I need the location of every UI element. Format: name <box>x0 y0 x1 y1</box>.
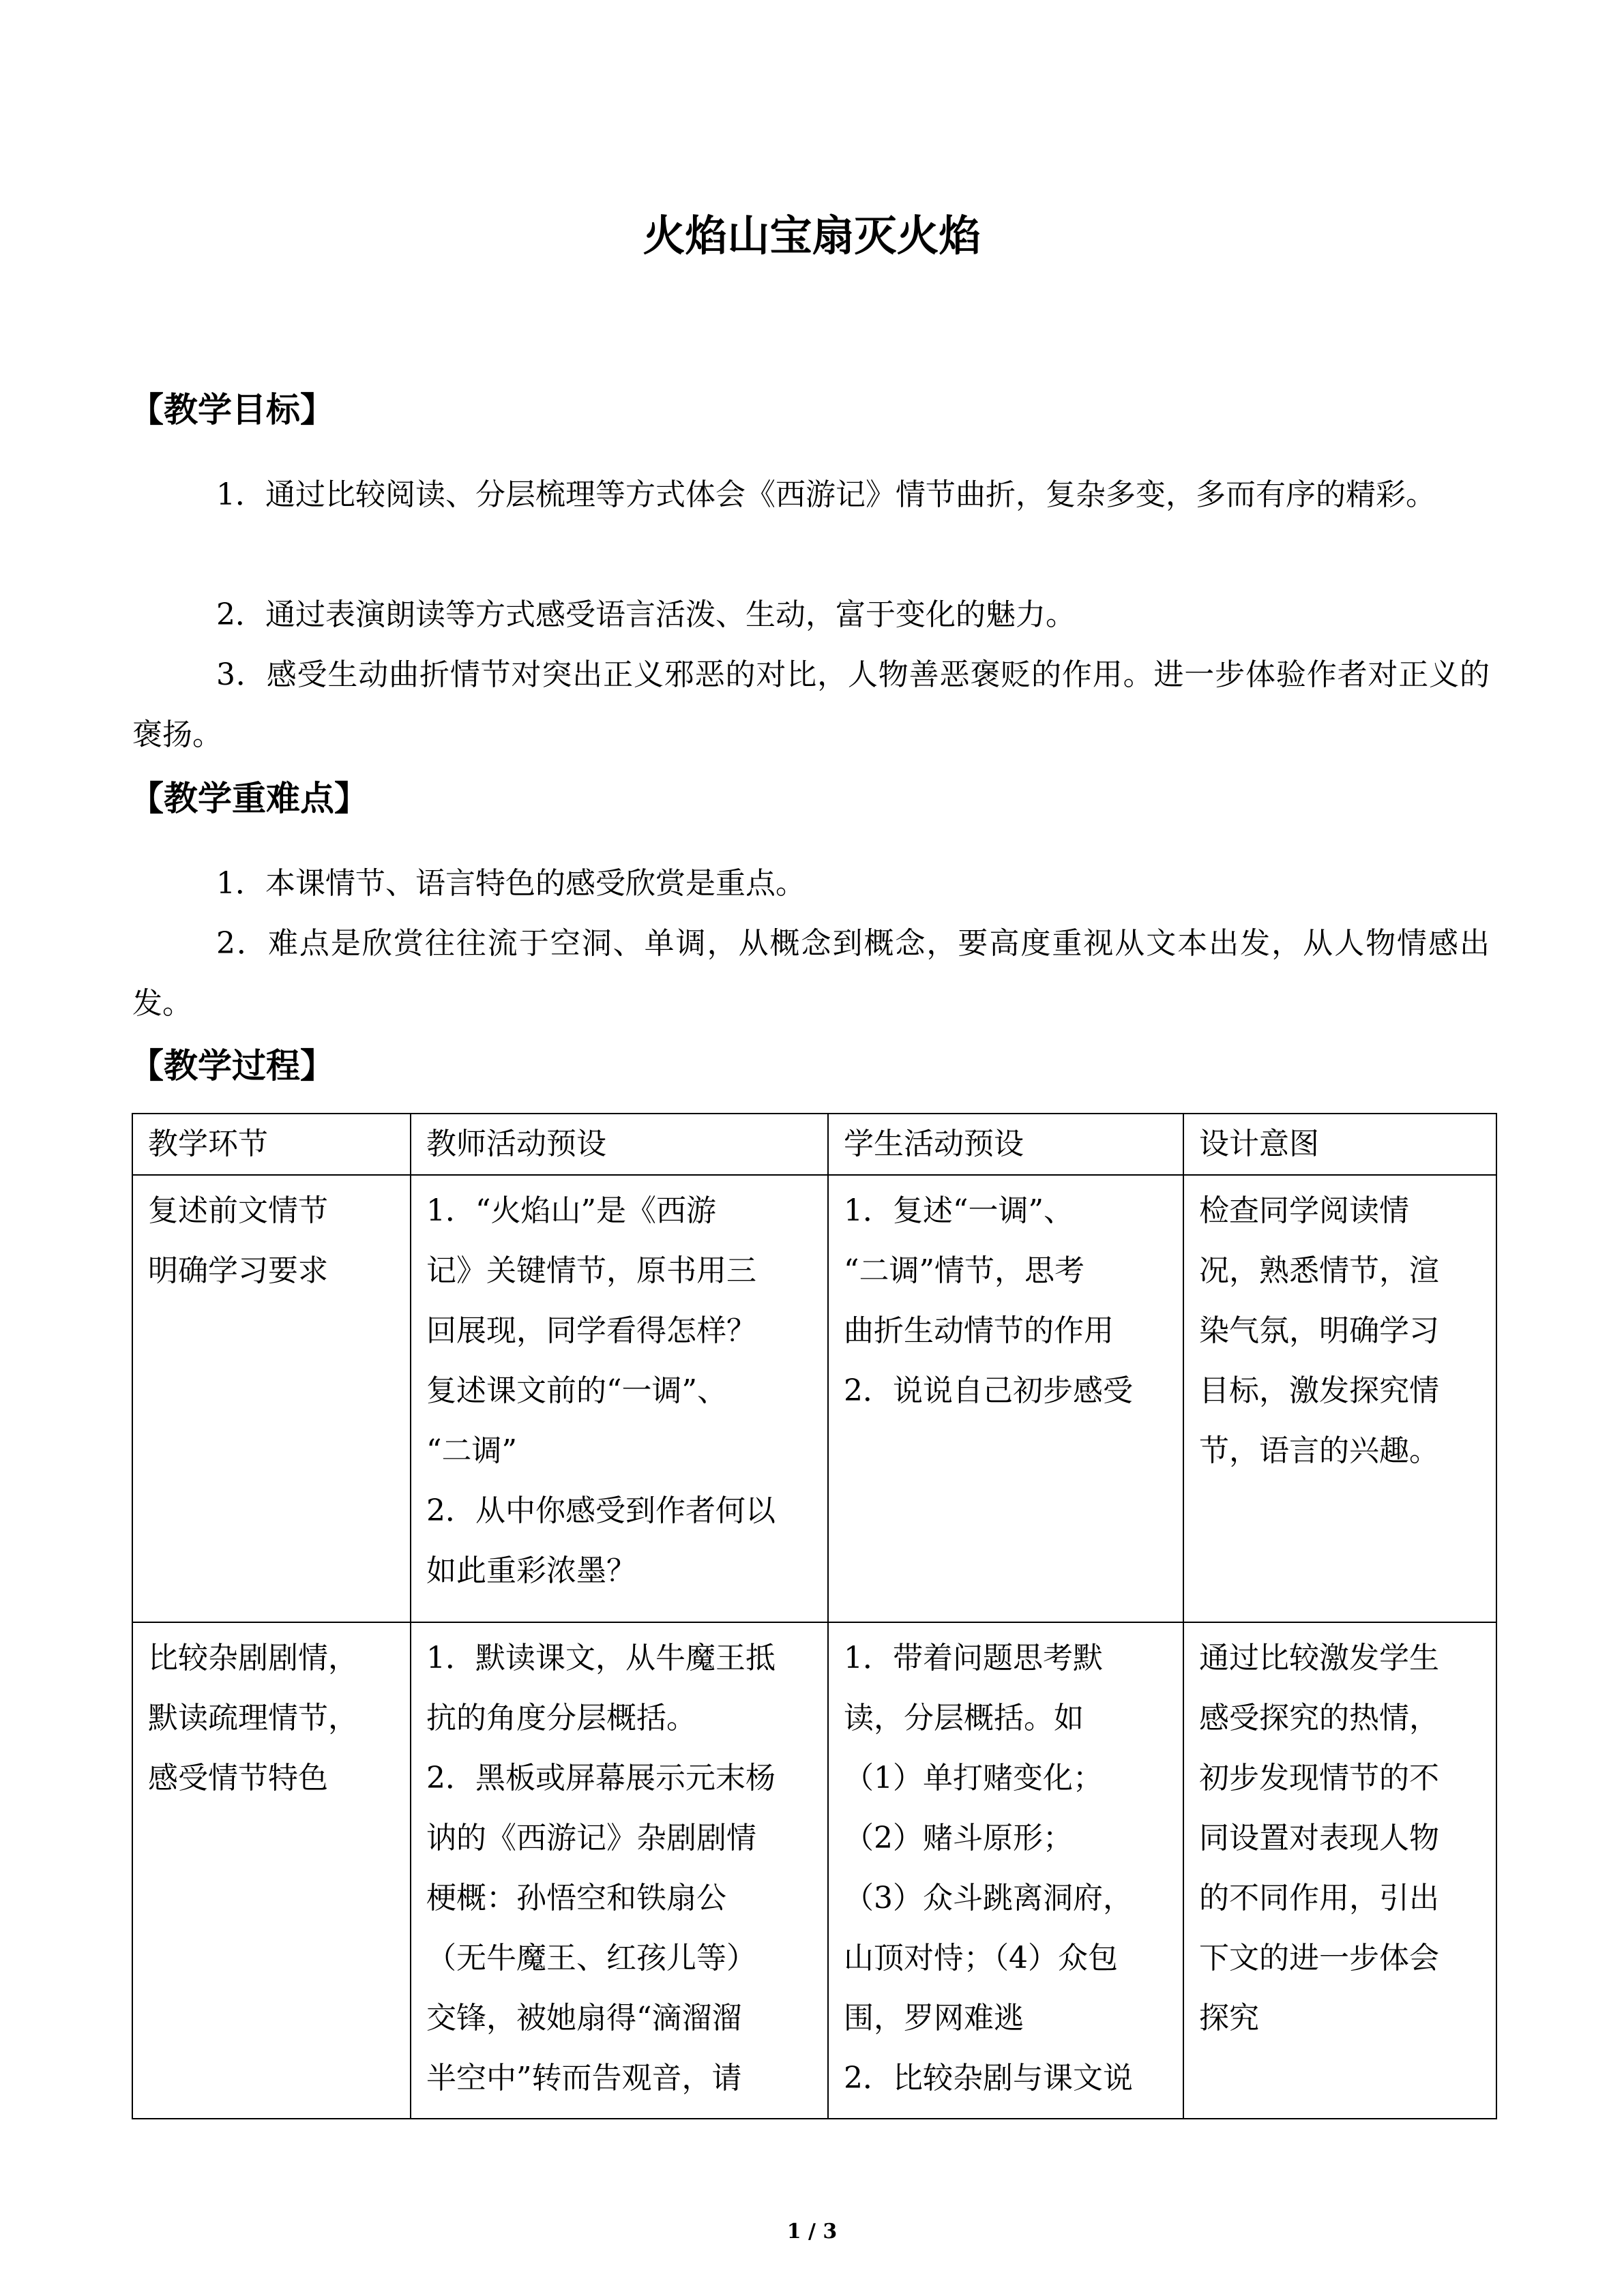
cell-line: 染气氛，明确学习 <box>1199 1313 1439 1348</box>
cell-line: 感受情节特色 <box>148 1761 328 1795</box>
cell-line: 记》关键情节，原书用三 <box>426 1253 756 1288</box>
objective-item-2: 2．通过表演朗读等方式感受语言活泼、生动，富于变化的魅力。 <box>216 597 1076 632</box>
cell-line: 梗概：孙悟空和铁扇公 <box>426 1881 726 1915</box>
objectives-heading: 【教学目标】 <box>130 389 334 430</box>
cell-line: 读，分层概括。如 <box>844 1701 1084 1735</box>
cell-line: 2．说说自己初步感受 <box>844 1373 1133 1408</box>
cell-line: 探究 <box>1199 2001 1259 2036</box>
intent-cell <box>1183 1175 1496 1622</box>
cell-line: 曲折生动情节的作用 <box>844 1313 1114 1348</box>
cell-line: （1）单打赌变化； <box>844 1761 1103 1795</box>
stage-cell <box>132 1622 411 2119</box>
cell-line: （2）赌斗原形； <box>844 1821 1073 1855</box>
cell-line: 交锋，被她扇得“滴溜溜 <box>426 2001 742 2036</box>
cell-line: 1．默读课文，从牛魔王抵 <box>426 1641 776 1675</box>
cell-line: 1．“火焰山”是《西游 <box>426 1193 716 1228</box>
cell-line: 2．比较杂剧与课文说 <box>844 2061 1133 2096</box>
student-cell <box>828 1175 1183 1622</box>
cell-line: 目标，激发探究情 <box>1199 1373 1439 1408</box>
cell-line: 半空中”转而告观音，请 <box>426 2061 742 2096</box>
cell-line: 围，罗网难逃 <box>844 2001 1024 2036</box>
teacher-cell <box>411 1622 828 2119</box>
cell-line: 山顶对恃；（4）众包 <box>844 1941 1118 1976</box>
process-heading: 【教学过程】 <box>130 1045 334 1086</box>
cell-line: 比较杂剧剧情， <box>148 1641 358 1675</box>
process-table <box>132 1113 1497 2119</box>
cell-line: 感受探究的热情， <box>1199 1701 1439 1735</box>
cell-line: （无牛魔王、红孩儿等） <box>426 1941 756 1976</box>
table-row <box>132 1622 1496 2119</box>
key-points-heading: 【教学重难点】 <box>130 778 368 818</box>
teacher-cell <box>411 1175 828 1622</box>
key-point-item-1: 1．本课情节、语言特色的感受欣赏是重点。 <box>216 866 806 901</box>
student-cell <box>828 1622 1183 2119</box>
cell-line: 1．复述“一调”、 <box>844 1193 1074 1228</box>
cell-line: 抗的角度分层概括。 <box>426 1701 696 1735</box>
cell-line: 检查同学阅读情 <box>1199 1193 1409 1228</box>
objective-item-3: 3．感受生动曲折情节对突出正义邪恶的对比，人物善恶褒贬的作用。进一步体验作者对正义的褒扬。 <box>132 657 1490 752</box>
cell-line: 默读疏理情节， <box>148 1701 358 1735</box>
page-number: 1 / 3 <box>786 2220 838 2243</box>
key-point-item-2: 2．难点是欣赏往往流于空洞、单调，从概念到概念，要高度重视从文本出发，从人物情感出发。 <box>132 926 1490 1021</box>
cell-line: 2．从中你感受到作者何以 <box>426 1493 776 1528</box>
cell-line: 如此重彩浓墨？ <box>426 1553 636 1588</box>
cell-line: 回展现，同学看得怎样？ <box>426 1313 756 1348</box>
cell-line: 况，熟悉情节，渲 <box>1199 1253 1439 1288</box>
intent-cell <box>1183 1622 1496 2119</box>
cell-line: 明确学习要求 <box>148 1253 328 1288</box>
table-row <box>132 1175 1496 1622</box>
cell-line: 同设置对表现人物 <box>1199 1821 1439 1855</box>
cell-line: “二调” <box>426 1433 517 1468</box>
cell-line: 复述课文前的“一调”、 <box>426 1373 727 1408</box>
column-header-teacher: 教师活动预设 <box>411 1114 828 1175</box>
cell-line: 初步发现情节的不 <box>1199 1761 1439 1795</box>
cell-line: 通过比较激发学生 <box>1199 1641 1439 1675</box>
objective-item-1: 1．通过比较阅读、分层梳理等方式体会《西游记》情节曲折，复杂多变，多而有序的精彩。 <box>216 477 1436 512</box>
cell-line: 1．带着问题思考默 <box>844 1641 1103 1675</box>
cell-line: 下文的进一步体会 <box>1199 1941 1439 1976</box>
cell-line: 节，语言的兴趣。 <box>1199 1433 1439 1468</box>
cell-line: 复述前文情节 <box>148 1193 328 1228</box>
cell-line: “二调”情节，思考 <box>844 1253 1084 1288</box>
table-header-row <box>132 1114 1496 1175</box>
cell-line: 2．黑板或屏幕展示元末杨 <box>426 1761 776 1795</box>
column-header-stage: 教学环节 <box>132 1114 411 1175</box>
column-header-student: 学生活动预设 <box>828 1114 1183 1175</box>
cell-line: 的不同作用，引出 <box>1199 1881 1439 1915</box>
stage-cell <box>132 1175 411 1622</box>
cell-line: （3）众斗跳离洞府， <box>844 1881 1133 1915</box>
cell-line: 讷的《西游记》杂剧剧情 <box>426 1821 756 1855</box>
column-header-intent: 设计意图 <box>1183 1114 1496 1175</box>
page-title: 火焰山宝扇灭火焰 <box>643 211 981 260</box>
